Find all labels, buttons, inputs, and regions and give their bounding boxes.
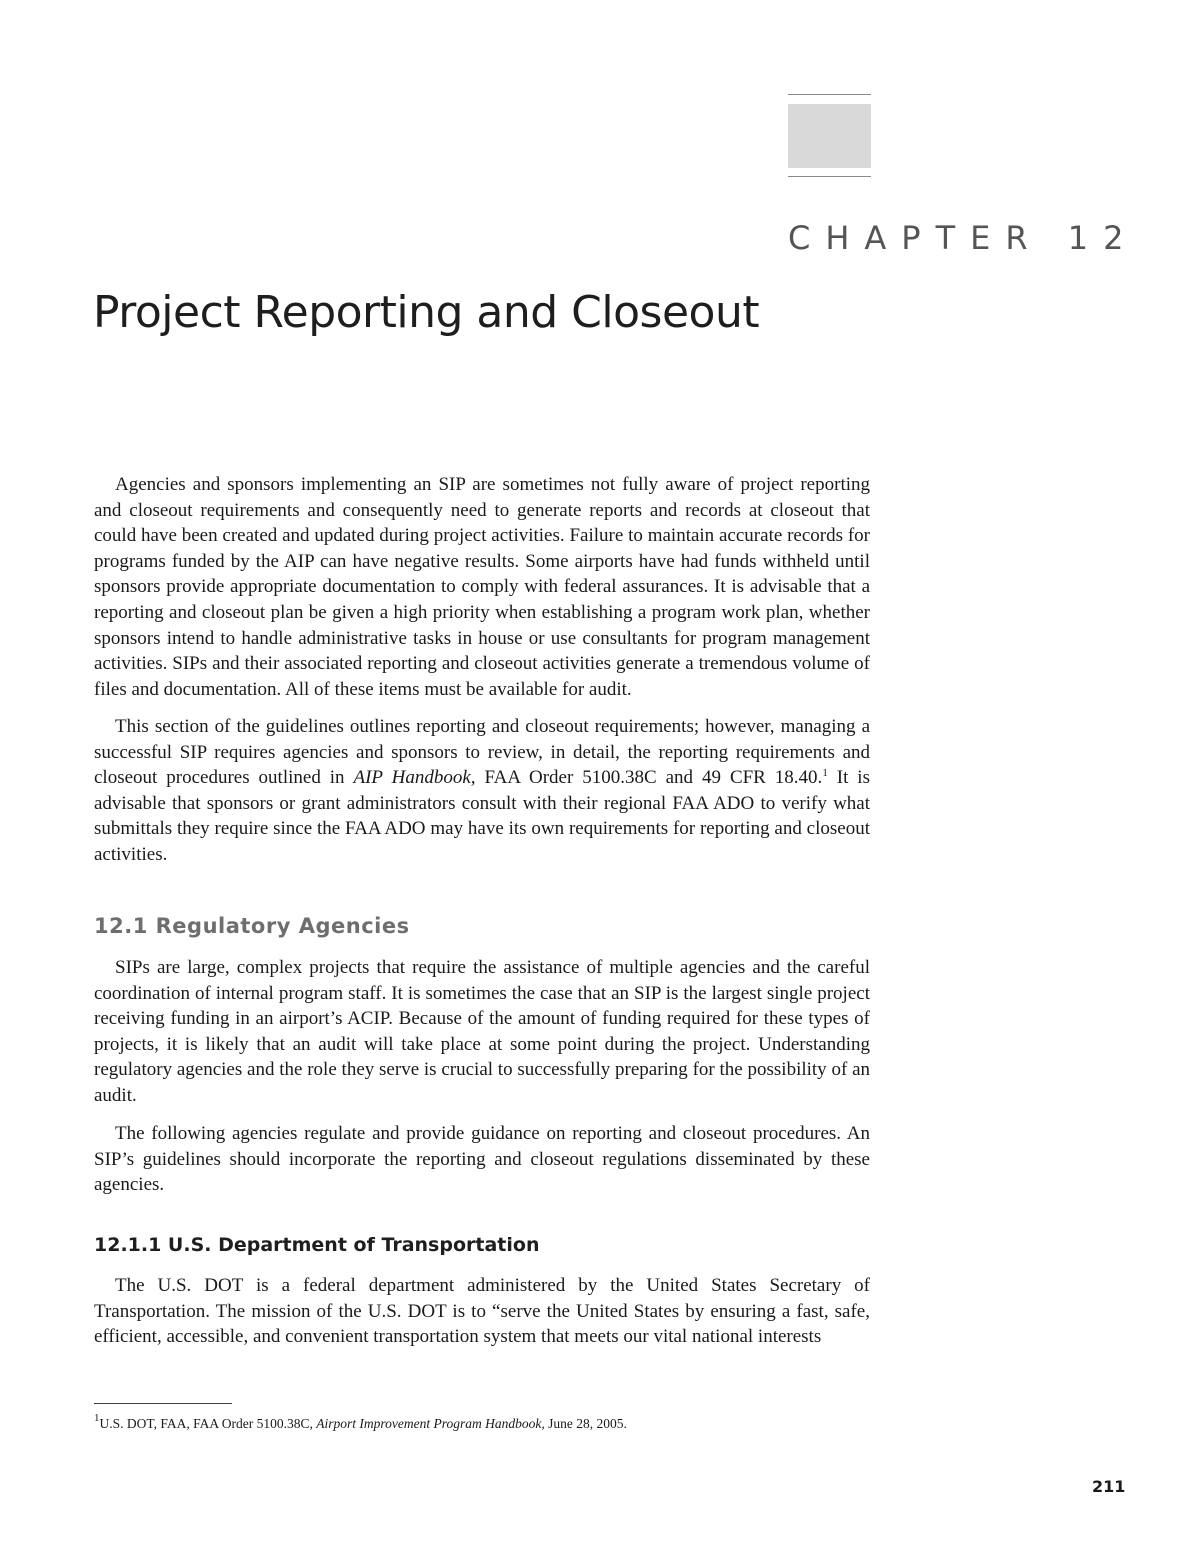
footnote-reference[interactable]: 1 [822, 767, 828, 780]
chapter-label: CHAPTER 12 [788, 219, 1139, 257]
chapter-decoration [788, 94, 871, 178]
aip-handbook-title: AIP Handbook, [353, 767, 476, 789]
footnote-text-b: June 28, 2005. [544, 1416, 627, 1431]
section-heading-12-1: 12.1 Regulatory Agencies [94, 914, 410, 938]
section-12-1-paragraph-1: SIPs are large, complex projects that require the assistance of multiple agencies and the careful coordination of internal program staff. It is sometimes the case that an SIP is the largest single project receiving funding in an airport’s ACIP. Because of the amount of funding required for these types of projects, it is likely that an audit will take place at some point during the project. Understanding regulatory agencies and the role they serve is crucial to successfully preparing for the possibility of an audit. [94, 957, 870, 1106]
intro-paragraph-2-text-a: This section of the guidelines outlines reporting and closeout requirements; however, managing a successful SIP requires agencies and sponsors to review, in detail, the reporting requirements and closeout procedures outlined in [94, 716, 870, 789]
section-heading-12-1-1: 12.1.1 U.S. Department of Transportation [94, 1234, 540, 1256]
footnote-text-a: U.S. DOT, FAA, FAA Order 5100.38C, [99, 1416, 317, 1431]
section-12-1-1-paragraph-1: The U.S. DOT is a federal department administered by the United States Secretary of Transportation. The mission of the U.S. DOT is to “serve the United States by ensuring a fast, safe, efficient, accessible, and convenient transportation system that meets our vital national interests [94, 1275, 870, 1348]
footnote-number: 1 [94, 1412, 100, 1424]
footnote [94, 1412, 627, 1433]
page-number: 211 [1092, 1477, 1126, 1496]
intro-paragraph-2-text-c: It is advisable that sponsors or grant administrators consult with their regional FAA ADO to verify what submittals they require since the FAA ADO may have its own requirements for reporting and closeout activities. [94, 767, 870, 865]
chapter-decoration-box [788, 104, 871, 168]
chapter-decoration-top-rule [788, 94, 871, 95]
footnote-handbook-title: Airport Improvement Program Handbook, [316, 1416, 545, 1431]
section-12-1-paragraph-2: The following agencies regulate and provide guidance on reporting and closeout procedures. An SIP’s guidelines should incorporate the reporting and closeout regulations disseminated by these agencies. [94, 1123, 870, 1196]
chapter-decoration-bottom-rule [788, 176, 871, 177]
intro-paragraph-1: Agencies and sponsors implementing an SIP are sometimes not fully aware of project reporting and closeout requirements and consequently need to generate reports and records at closeout that could have been created and updated during project activities. Failure to maintain accurate records for programs funded by the AIP can have negative results. Some airports have had funds withheld until sponsors provide appropriate documentation to comply with federal assurances. It is advisable that a reporting and closeout plan be given a high priority when establishing a program work plan, whether sponsors intend to handle administrative tasks in house or use consultants for program management activities. SIPs and their associated reporting and closeout activities generate a tremendous volume of files and documentation. All of these items must be available for audit. [94, 474, 870, 700]
chapter-title: Project Reporting and Closeout [93, 287, 760, 338]
intro-paragraph-2-text-b: FAA Order 5100.38C and 49 CFR 18.40. [475, 767, 823, 789]
intro-paragraph-2 [94, 714, 870, 868]
footnote-divider [94, 1403, 232, 1404]
